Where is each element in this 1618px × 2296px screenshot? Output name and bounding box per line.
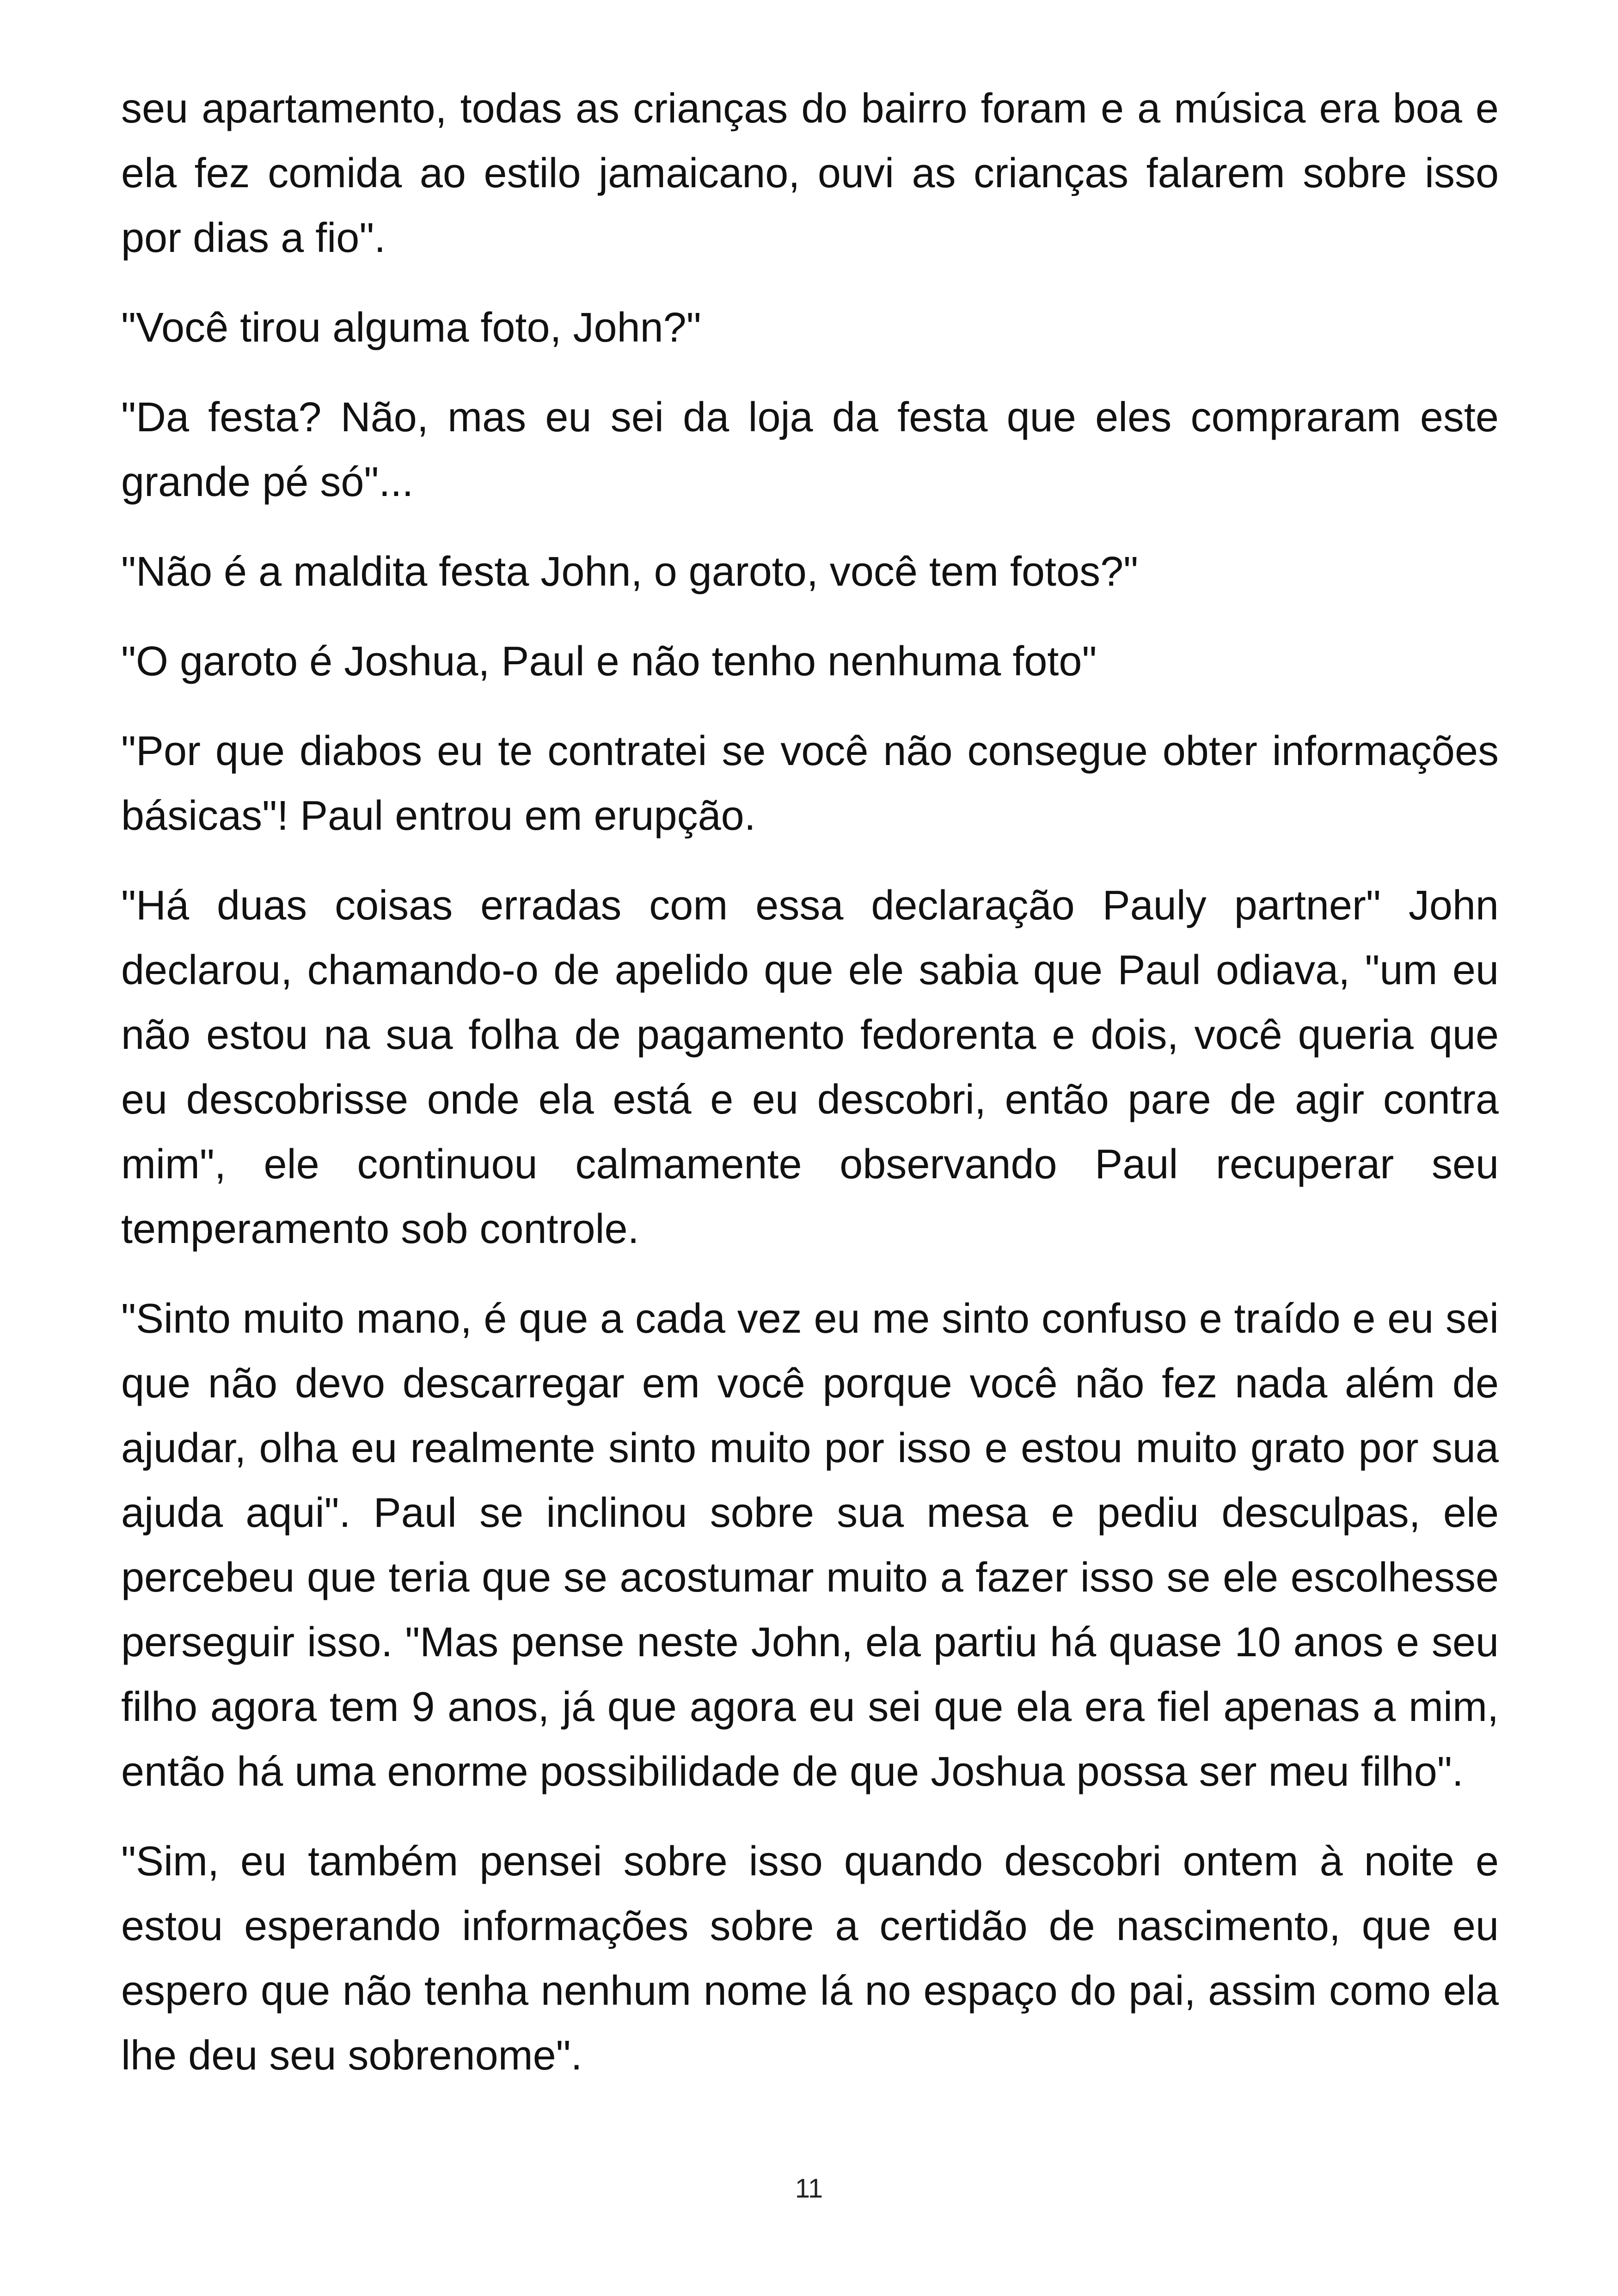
paragraph: "Sinto muito mano, é que a cada vez eu me sinto confuso e traído e eu sei que não devo descarregar em você porque você não fez nada além de ajudar, olha eu realmente sinto muito por isso e estou muito grato por sua ajuda aqui". Paul se inclinou sobre sua mesa e pediu desculpas, ele percebeu que teria que se acostumar muito a fazer isso se ele escolhesse perseguir isso. "Mas pense neste John, ela partiu há quase 10 anos e seu filho agora tem 9 anos, já que agora eu sei que ela era fiel apenas a mim, então há uma enorme possibilidade de que Joshua possa ser meu filho". [121,1296,1499,1795]
paragraph: "O garoto é Joshua, Paul e não tenho nenhuma foto" [121,638,1097,685]
paragraph: seu apartamento, todas as crianças do bairro foram e a música era boa e ela fez comida ao estilo jamaicano, ouvi as crianças falarem sobre isso por dias a fio". [121,86,1499,261]
page-number: 11 [795,2174,823,2204]
paragraph: "Há duas coisas erradas com essa declaração Pauly partner" John declarou, chamando-o de apelido que ele sabia que Paul odiava, "um eu não estou na sua folha de pagamento fedorenta e dois, você queria que eu descobrisse onde ela está e eu descobri, então pare de agir contra mim", ele continuou calmamente observando Paul recuperar seu temperamento sob controle. [121,882,1499,1252]
paragraph: "Você tirou alguma foto, John?" [121,305,701,351]
paragraph: "Sim, eu também pensei sobre isso quando descobri ontem à noite e estou esperando informações sobre a certidão de nascimento, que eu espero que não tenha nenhum nome lá no espaço do pai, assim como ela lhe deu seu sobrenome". [121,1838,1499,2079]
paragraph: "Por que diabos eu te contratei se você não consegue obter informações básicas"! Paul entrou em erupção. [121,728,1499,839]
paragraph: "Da festa? Não, mas eu sei da loja da festa que eles compraram este grande pé só"... [121,394,1499,505]
paragraph: "Não é a maldita festa John, o garoto, você tem fotos?" [121,549,1139,595]
page-body-text [121,76,1499,2113]
